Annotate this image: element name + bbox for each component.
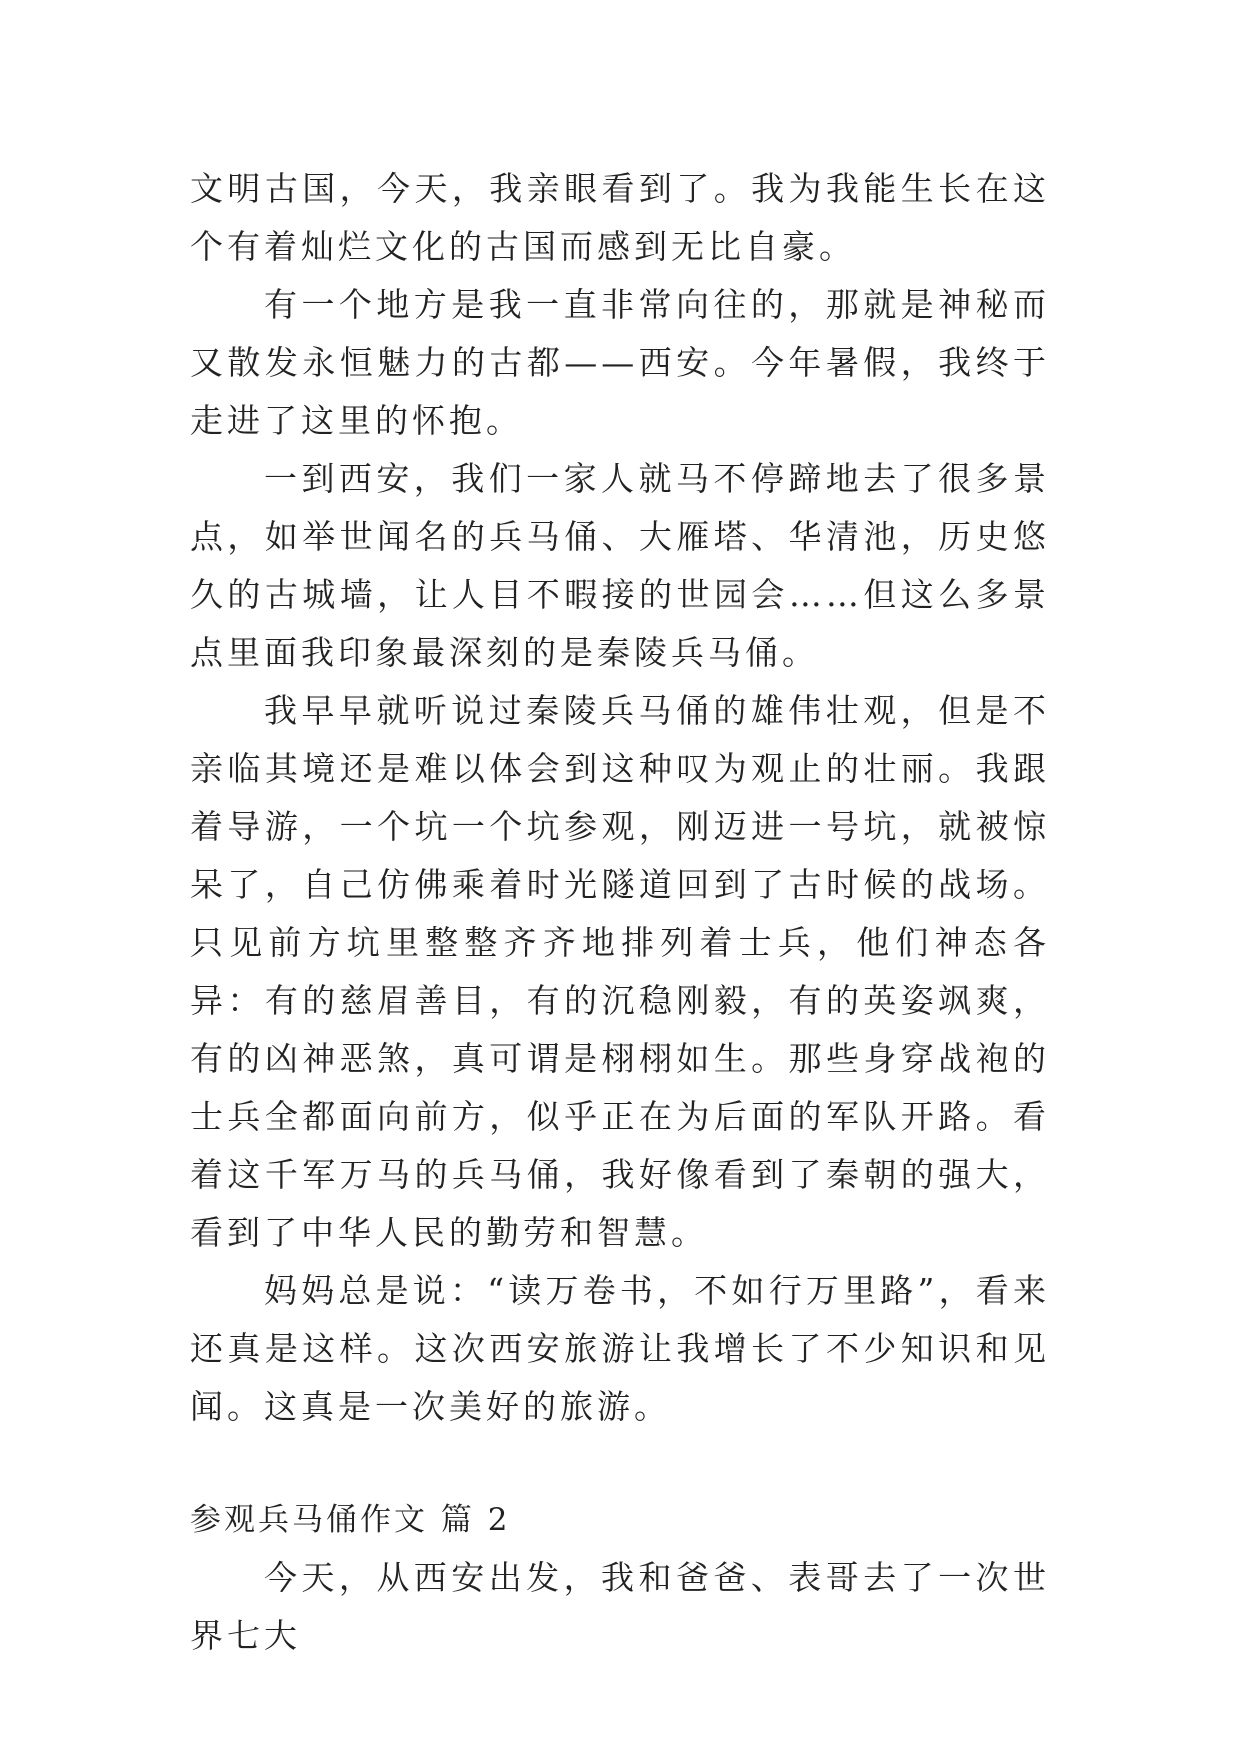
paragraph: 有一个地方是我一直非常向往的，那就是神秘而又散发永恒魅力的古都——西安。今年暑假，我终于走进了这里的怀抱。	[190, 285, 1050, 440]
paragraph-continued: 文明古国，今天，我亲眼看到了。我为我能生长在这个有着灿烂文化的古国而感到无比自豪。	[190, 169, 1050, 266]
paragraph: 一到西安，我们一家人就马不停蹄地去了很多景点，如举世闻名的兵马俑、大雁塔、华清池，历史悠久的古城墙，让人目不暇接的世园会……但这么多景点里面我印象最深刻的是秦陵兵马俑。	[190, 459, 1050, 672]
paragraph: 我早早就听说过秦陵兵马俑的雄伟壮观，但是不亲临其境还是难以体会到这种叹为观止的壮丽。我跟着导游，一个坑一个坑参观，刚迈进一号坑，就被惊呆了，自己仿佛乘着时光隧道回到了古时候的战场。只见前方坑里整整齐齐地排列着士兵，他们神态各异：有的慈眉善目，有的沉稳刚毅，有的英姿飒爽，有的凶神恶煞，真可谓是栩栩如生。那些身穿战袍的士兵全都面向前方，似乎正在为后面的军队开路。看着这千军万马的兵马俑，我好像看到了秦朝的强大，看到了中华人民的勤劳和智慧。	[190, 691, 1050, 1252]
paragraph: 妈妈总是说：“读万卷书，不如行万里路”，看来还真是这样。这次西安旅游让我增长了不少知识和见闻。这真是一次美好的旅游。	[190, 1271, 1050, 1426]
section-heading: 参观兵马俑作文 篇 2	[190, 1502, 511, 1538]
paragraph: 今天，从西安出发，我和爸爸、表哥去了一次世界七大	[190, 1558, 1050, 1655]
document-body	[190, 160, 1050, 1665]
